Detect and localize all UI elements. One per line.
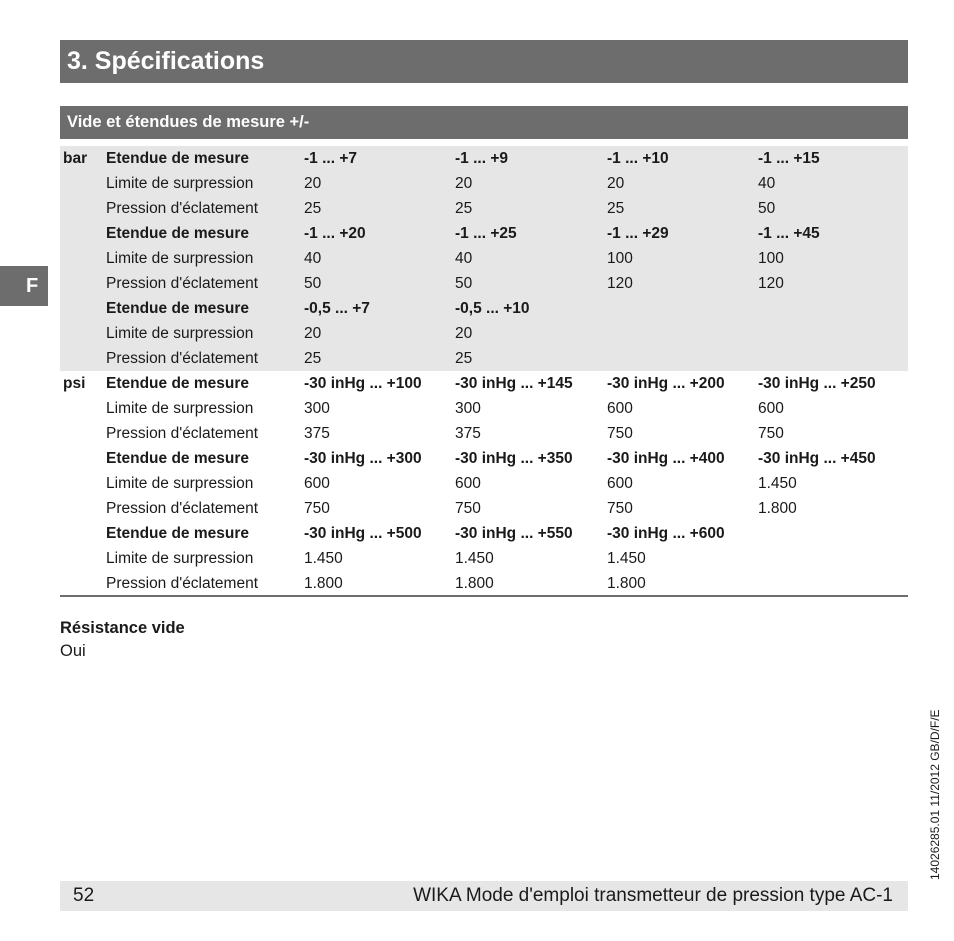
table-row <box>60 246 908 271</box>
value-cell: 1.800 <box>607 574 646 592</box>
value-cell: -1 ... +7 <box>304 146 455 171</box>
value-cell <box>758 346 908 371</box>
unit-cell <box>60 421 106 446</box>
value-cell: 20 <box>455 321 607 346</box>
value-cell: 120 <box>758 271 908 296</box>
value-cell: 1.800 <box>758 499 797 517</box>
value-cell: 40 <box>758 171 908 196</box>
resistance-value: Oui <box>60 642 86 660</box>
value-cell: 50 <box>304 271 455 296</box>
table-row <box>60 171 908 196</box>
value-cell: -1 ... +29 <box>607 221 758 246</box>
value-cell: 25 <box>455 346 607 371</box>
table-row <box>60 521 908 546</box>
unit-cell <box>60 446 106 471</box>
table-row <box>60 471 908 496</box>
value-cell <box>758 546 908 571</box>
value-cell <box>758 521 908 546</box>
row-label: Etendue de mesure <box>106 449 249 467</box>
section-heading: Vide et étendues de mesure +/- <box>60 106 908 139</box>
value-cell: 600 <box>455 474 481 492</box>
value-cell: -1 ... +10 <box>607 146 758 171</box>
value-cell: -30 inHg ... +400 <box>607 449 725 467</box>
unit-cell <box>60 171 106 196</box>
value-cell: 40 <box>304 246 455 271</box>
value-cell: 120 <box>607 271 758 296</box>
page-number: 52 <box>73 885 95 906</box>
value-cell: -30 inHg ... +600 <box>607 524 725 542</box>
value-cell <box>758 571 908 596</box>
value-cell: 1.450 <box>304 549 343 567</box>
footer-title: WIKA Mode d'emploi transmetteur de pression type AC-1 <box>413 885 893 906</box>
value-cell <box>607 346 758 371</box>
table-row <box>60 446 908 471</box>
value-cell: 1.800 <box>455 574 494 592</box>
value-cell: 375 <box>455 424 481 442</box>
value-cell <box>607 296 758 321</box>
value-cell: 50 <box>455 271 607 296</box>
value-cell <box>607 321 758 346</box>
unit-cell <box>60 246 106 271</box>
row-label: Limite de surpression <box>106 399 254 417</box>
value-cell: -30 inHg ... +550 <box>455 524 573 542</box>
value-cell: 750 <box>758 424 784 442</box>
unit-cell <box>60 521 106 546</box>
specifications-table <box>60 146 908 596</box>
value-cell: -30 inHg ... +145 <box>455 374 573 392</box>
document-code: 14026285.01 11/2012 GB/D/F/E <box>928 709 942 880</box>
table-bottom-rule <box>60 595 908 597</box>
unit-cell <box>60 346 106 371</box>
unit-cell <box>60 321 106 346</box>
table-row <box>60 496 908 521</box>
value-cell: -30 inHg ... +300 <box>304 449 422 467</box>
unit-cell <box>60 571 106 596</box>
row-label: Limite de surpression <box>106 171 304 196</box>
unit-cell <box>60 546 106 571</box>
value-cell: -30 inHg ... +350 <box>455 449 573 467</box>
value-cell: 40 <box>455 246 607 271</box>
row-label: Pression d'éclatement <box>106 346 304 371</box>
value-cell: 100 <box>607 246 758 271</box>
value-cell: 750 <box>607 424 633 442</box>
value-cell <box>758 296 908 321</box>
row-label: Pression d'éclatement <box>106 271 304 296</box>
table-row <box>60 546 908 571</box>
row-label: Pression d'éclatement <box>106 574 259 592</box>
value-cell: 600 <box>607 399 633 417</box>
unit-cell: bar <box>60 146 106 171</box>
row-label: Limite de surpression <box>106 474 254 492</box>
value-cell: 1.800 <box>304 574 343 592</box>
value-cell: -0,5 ... +10 <box>455 296 607 321</box>
language-tab: F <box>0 266 48 306</box>
value-cell: 100 <box>758 246 908 271</box>
value-cell: 25 <box>607 196 758 221</box>
value-cell: 1.450 <box>455 549 494 567</box>
table-row <box>60 396 908 421</box>
row-label: Pression d'éclatement <box>106 499 259 517</box>
value-cell: -1 ... +25 <box>455 221 607 246</box>
row-label: Limite de surpression <box>106 246 304 271</box>
value-cell: 25 <box>304 346 455 371</box>
value-cell: -30 inHg ... +250 <box>758 374 876 392</box>
row-label: Etendue de mesure <box>106 221 304 246</box>
unit-cell <box>60 296 106 321</box>
row-label: Pression d'éclatement <box>106 424 259 442</box>
value-cell: 50 <box>758 196 908 221</box>
resistance-title: Résistance vide <box>60 619 185 637</box>
page-title: 3. Spécifications <box>60 40 908 83</box>
value-cell: 25 <box>455 196 607 221</box>
value-cell: -30 inHg ... +100 <box>304 374 422 392</box>
value-cell: 750 <box>607 499 633 517</box>
table-row <box>60 346 908 371</box>
unit-cell <box>60 496 106 521</box>
value-cell: 25 <box>304 196 455 221</box>
value-cell: 1.450 <box>758 474 797 492</box>
value-cell: -1 ... +20 <box>304 221 455 246</box>
value-cell: -1 ... +45 <box>758 221 908 246</box>
row-label: Etendue de mesure <box>106 296 304 321</box>
value-cell: 300 <box>455 399 481 417</box>
table-row <box>60 371 908 396</box>
row-label: Limite de surpression <box>106 321 304 346</box>
value-cell: 300 <box>304 399 330 417</box>
value-cell: -30 inHg ... +500 <box>304 524 422 542</box>
unit-cell <box>60 471 106 496</box>
unit-cell <box>60 396 106 421</box>
row-label: Limite de surpression <box>106 549 254 567</box>
value-cell: 20 <box>304 321 455 346</box>
value-cell: 600 <box>758 399 784 417</box>
row-label: Etendue de mesure <box>106 146 304 171</box>
unit-cell <box>60 221 106 246</box>
unit-cell <box>60 271 106 296</box>
value-cell: 600 <box>607 474 633 492</box>
table-row <box>60 146 908 171</box>
value-cell: 375 <box>304 424 330 442</box>
table-row <box>60 421 908 446</box>
value-cell: 20 <box>607 171 758 196</box>
table-row <box>60 196 908 221</box>
table-row <box>60 296 908 321</box>
unit-cell <box>60 196 106 221</box>
value-cell: 20 <box>455 171 607 196</box>
table-row <box>60 571 908 596</box>
value-cell: -30 inHg ... +200 <box>607 374 725 392</box>
value-cell: 750 <box>455 499 481 517</box>
value-cell: -1 ... +15 <box>758 146 908 171</box>
table-row <box>60 321 908 346</box>
row-label: Etendue de mesure <box>106 524 249 542</box>
value-cell: 750 <box>304 499 330 517</box>
unit-cell: psi <box>63 374 86 392</box>
row-label: Pression d'éclatement <box>106 196 304 221</box>
page-footer <box>60 881 908 911</box>
table-row <box>60 221 908 246</box>
table-row <box>60 271 908 296</box>
value-cell: -1 ... +9 <box>455 146 607 171</box>
value-cell: 20 <box>304 171 455 196</box>
value-cell: -0,5 ... +7 <box>304 296 455 321</box>
value-cell <box>758 321 908 346</box>
value-cell: 600 <box>304 474 330 492</box>
value-cell: -30 inHg ... +450 <box>758 449 876 467</box>
row-label: Etendue de mesure <box>106 374 249 392</box>
value-cell: 1.450 <box>607 549 646 567</box>
